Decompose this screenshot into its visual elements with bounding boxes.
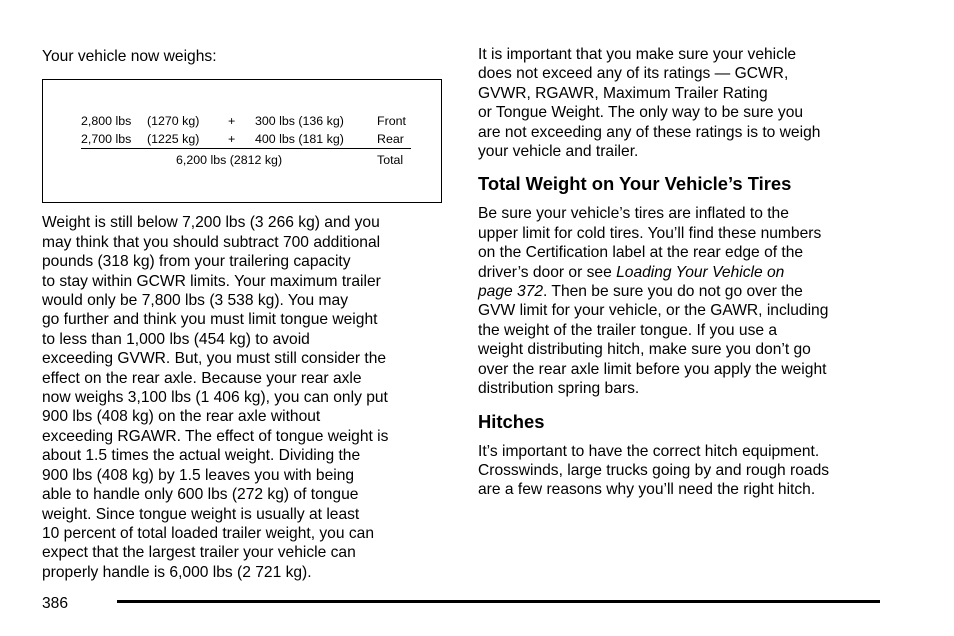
table-row-front [81,113,411,131]
weight-table [81,113,411,170]
page-number: 386 [42,595,69,612]
left-line: 10 percent of total loaded trailer weight, you can [42,524,375,542]
front-weight: 2,800 lbs [81,114,132,129]
rear-weight: 2,700 lbs [81,132,132,147]
right-line: It is important that you make sure your vehicle [478,46,797,63]
right-column [478,45,882,500]
hitches-paragraph [478,442,882,500]
left-line: pounds (318 kg) from your trailering capacity [42,253,351,271]
left-line: exceeding RGAWR. The effect of tongue weight is [42,427,389,445]
left-line: properly handle is 6,000 lbs (2 721 kg). [42,563,312,581]
page-reference[interactable]: page 372 [478,283,544,301]
weight-table-box [42,79,442,203]
left-line: able to handle only 600 lbs (272 kg) of tongue [42,486,359,504]
rear-added: 400 lbs (181 kg) [255,132,344,147]
right-line: It’s important to have the correct hitch equipment. [478,442,820,460]
right-line: driver’s door or see [478,263,617,281]
left-line: would only be 7,800 lbs (3 538 kg). You may [42,292,349,310]
front-plus: + [228,114,236,129]
right-line: weight distributing hitch, make sure you don’t go [478,341,811,359]
right-line: the weight of the trailer tongue. If you use a [478,321,778,339]
right-line: are a few reasons why you’ll need the right hitch. [478,481,816,499]
footer-rule [117,600,880,603]
left-line: exceeding GVWR. But, you must still consider the [42,350,387,368]
right-line: upper limit for cold tires. You’ll find these numbers [478,224,822,242]
right-line: are not exceeding any of these ratings is to weigh [478,123,821,141]
left-line: may think that you should subtract 700 additional [42,233,381,251]
loading-vehicle-reference[interactable]: Loading Your Vehicle on [616,263,785,281]
intro-text: Your vehicle now weighs: [42,48,217,65]
left-line: weight. Since tongue weight is usually at least [42,505,360,523]
left-body-paragraph [42,213,444,582]
left-line: about 1.5 times the actual weight. Dividing the [42,447,361,465]
left-line: Weight is still below 7,200 lbs (3 266 kg) and you [42,214,380,232]
rear-plus: + [228,132,236,147]
total-divider [81,148,411,149]
front-added: 300 lbs (136 kg) [255,114,344,129]
left-line: go further and think you must limit tongue weight [42,311,378,329]
right-line: over the rear axle limit before you apply the weight [478,360,827,378]
total-label: Total [377,153,404,168]
rear-metric: (1225 kg) [147,132,200,147]
right-line: Be sure your vehicle’s tires are inflated to the [478,205,789,223]
tires-paragraph [478,204,882,398]
left-column [42,45,444,582]
table-row-rear [81,131,411,149]
right-line: GVW limit for your vehicle, or the GAWR, including [478,302,829,320]
ratings-paragraph [478,45,882,161]
left-line: to stay within GCWR limits. Your maximum trailer [42,272,381,290]
right-line: distribution spring bars. [478,380,640,398]
right-line: Crosswinds, large trucks going by and rough roads [478,461,830,479]
right-line: does not exceed any of its ratings — GCWR, [478,65,789,83]
right-line: on the Certification label at the rear edge of the [478,244,804,262]
front-metric: (1270 kg) [147,114,200,129]
left-line: 900 lbs (408 kg) on the rear axle without [42,408,321,426]
right-line: or Tongue Weight. The only way to be sure you [478,104,804,122]
left-line: to less than 1,000 lbs (454 kg) to avoid [42,330,310,348]
left-line: 900 lbs (408 kg) by 1.5 leaves you with being [42,466,355,484]
left-line: now weighs 3,100 lbs (1 406 kg), you can only put [42,389,388,407]
right-line: GVWR, RGAWR, Maximum Trailer Rating [478,84,768,102]
front-label: Front [377,114,406,129]
heading-hitches: Hitches [478,410,545,432]
left-line: effect on the rear axle. Because your rear axle [42,369,362,387]
rear-label: Rear [377,132,404,147]
heading-total-weight-tires: Total Weight on Your Vehicle’s Tires [478,173,792,195]
right-line: your vehicle and trailer. [478,143,639,161]
right-line: . Then be sure you do not go over the [543,283,803,301]
table-row-total [81,152,411,170]
total-value: 6,200 lbs (2812 kg) [176,153,283,168]
left-line: expect that the largest trailer your vehicle can [42,544,356,562]
